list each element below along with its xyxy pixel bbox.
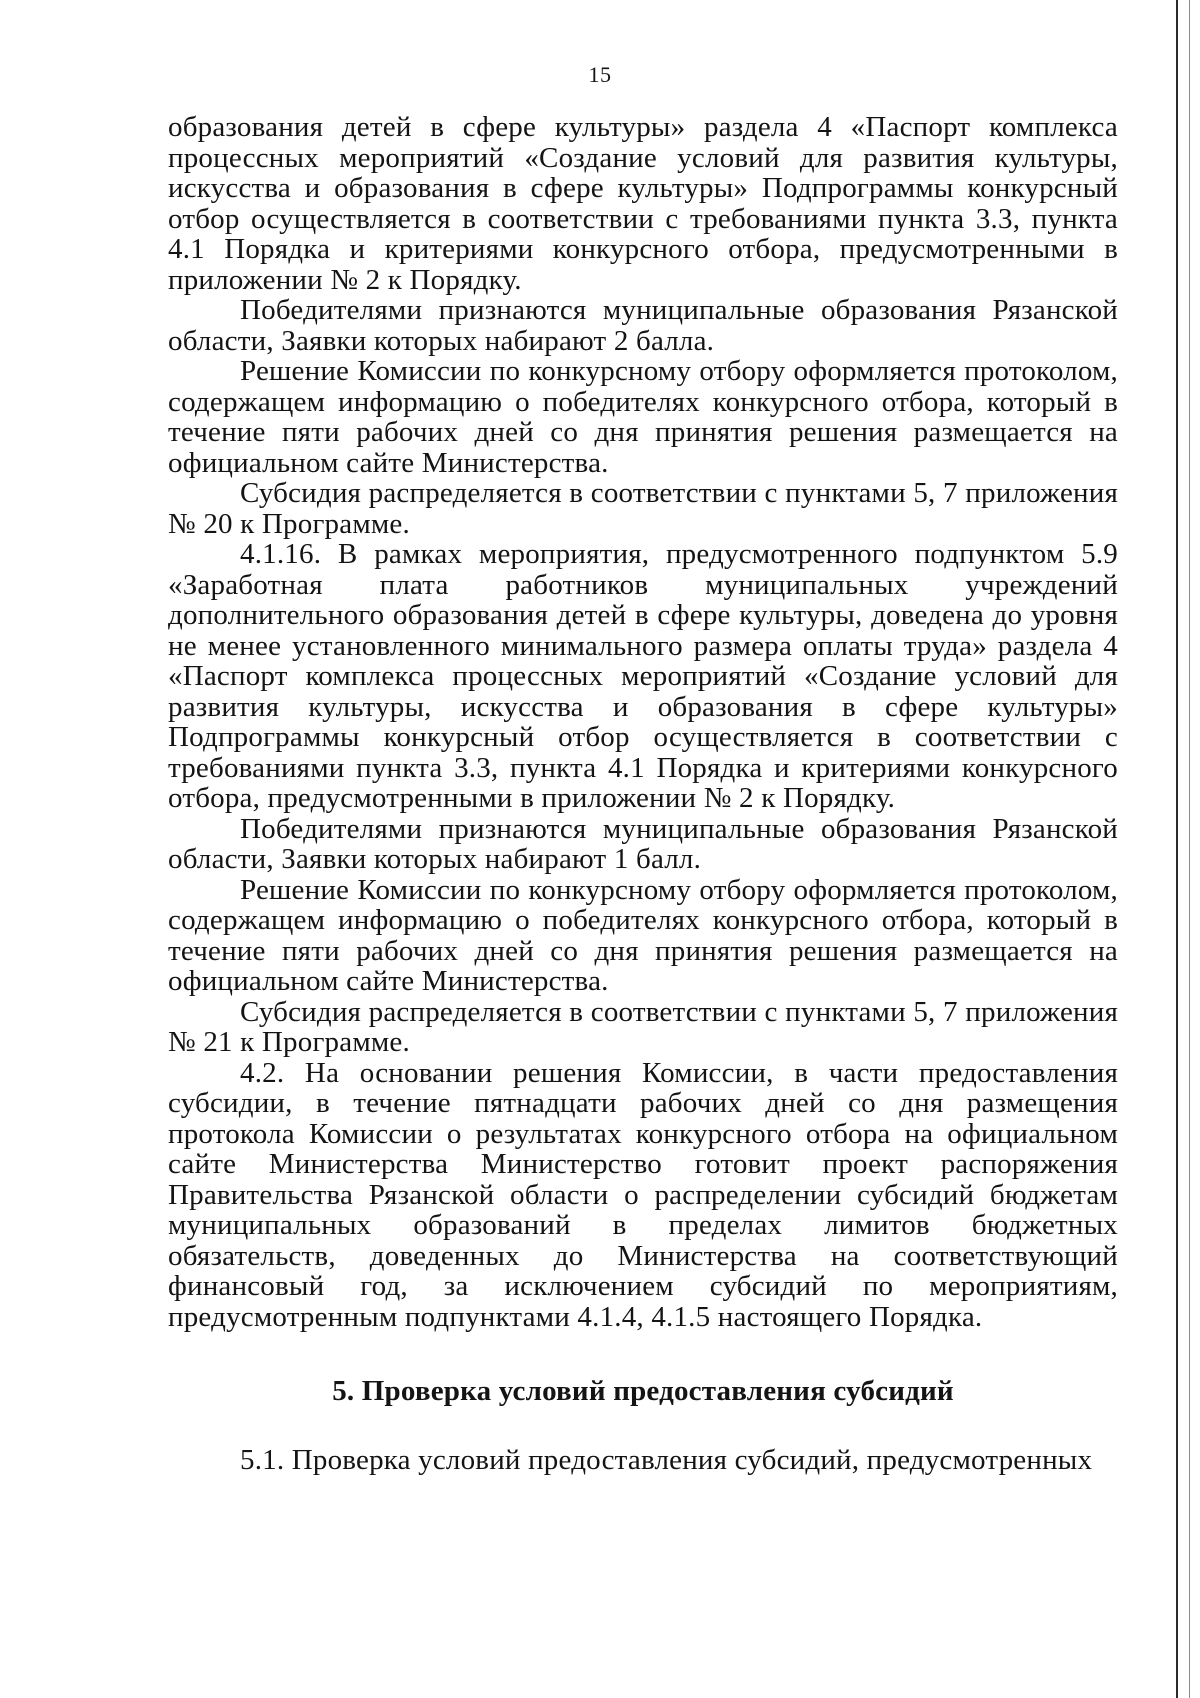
paragraph-commission-decision: Решение Комиссии по конкурсному отбору оформляется протоколом, содержащем информацию о победителях конкурсного отбора, который в течение пяти рабочих дней со дня принятия решения размещается на официальном сайте Министерства. [168,355,1118,479]
paragraph-item-4-2: 4.2. На основании решения Комиссии, в части предоставления субсидии, в течение пятнадцати рабочих дней со дня размещения протокола Комиссии о результатах конкурсного отбора на официальном сайте Министерства Министерство готовит проект распоряжения Правительства Рязанской области о распределении субсидий бюджетам муниципальных образований в пределах лимитов бюджетных обязательств, доведенных до Министерства на соответствующий финансовый год, за исключением субсидий по мероприятиям, предусмотренным подпунктами 4.1.4, 4.1.5 настоящего Порядка. [168,1056,1118,1333]
document-body [168,112,1118,1476]
paragraph-subsidy-distribution-20: Субсидия распределяется в соответствии с пунктами 5, 7 приложения № 20 к Программе. [168,477,1118,540]
scanned-page-edge [1176,0,1190,1698]
paragraph-winners-2-points: Победителями признаются муниципальные образования Рязанской области, Заявки которых набирают 2 балла. [168,294,1118,357]
paragraph-item-5-1: 5.1. Проверка условий предоставления субсидий, предусмотренных [240,1444,1093,1476]
paragraph-commission-decision-2: Решение Комиссии по конкурсному отбору оформляется протоколом, содержащем информацию о победителях конкурсного отбора, который в течение пяти рабочих дней со дня принятия решения размещается на официальном сайте Министерства. [168,873,1118,997]
page-number: 15 [588,62,612,87]
paragraph-subsidy-distribution-21: Субсидия распределяется в соответствии с пунктами 5, 7 приложения № 21 к Программе. [168,995,1118,1058]
paragraph-winners-1-point: Победителями признаются муниципальные образования Рязанской области, Заявки которых набирают 1 балл. [168,812,1118,875]
section-5-heading: 5. Проверка условий предоставления субсидий [332,1375,954,1407]
paragraph-continuation: образования детей в сфере культуры» раздела 4 «Паспорт комплекса процессных мероприятий «Создание условий для развития культуры, искусства и образования в сфере культуры» Подпрограммы конкурсный отбор осуществляется в соответствии с требованиями пункта 3.3, пункта 4.1 Порядка и критериями конкурсного отбора, предусмотренными в приложении № 2 к Порядку. [168,111,1118,296]
paragraph-item-4-1-16: 4.1.16. В рамках мероприятия, предусмотренного подпунктом 5.9 «Заработная плата работников муниципальных учреждений дополнительного образования детей в сфере культуры, доведена до уровня не менее установленного минимального размера оплаты труда» раздела 4 «Паспорт комплекса процессных мероприятий «Создание условий для развития культуры, искусства и образования в сфере культуры» Подпрограммы конкурсный отбор осуществляется в соответствии с требованиями пункта 3.3, пункта 4.1 Порядка и критериями конкурсного отбора, предусмотренными в приложении № 2 к Порядку. [168,538,1118,814]
